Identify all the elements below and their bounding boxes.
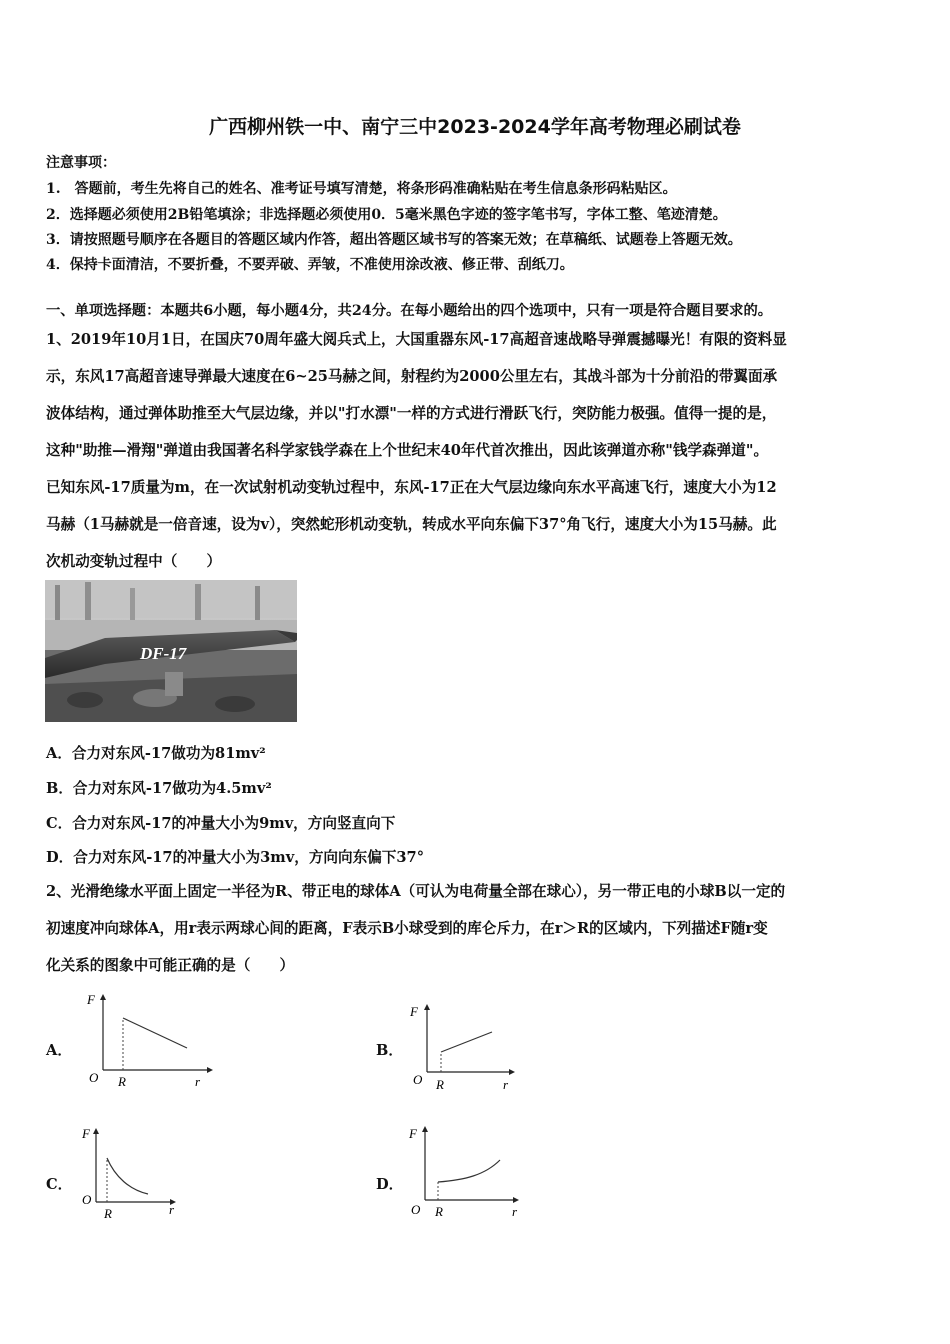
notice-item-3: 3．请按照题号顺序在各题目的答题区域内作答，超出答题区域书写的答案无效；在草稿纸、试题卷上答题无效。 [46,232,742,248]
graph-axis-label: r [169,1202,175,1217]
graph-d-label: D． [376,1176,404,1193]
q1-option-c: C．合力对东风-17的冲量大小为9mv，方向竖直向下 [46,815,396,832]
graph-axis-label: O [413,1072,423,1087]
graph-c-label: C． [46,1176,73,1193]
graph-a [85,990,215,1090]
notice-item-2: 2．选择题必须使用2B铅笔填涂；非选择题必须使用0．5毫米黑色字迹的签字笔书写，字体工整、笔迹清楚。 [46,207,727,223]
q1-line-5: 已知东风-17质量为m，在一次试射机动变轨过程中，东风-17正在大气层边缘向东水平高速飞行，速度大小为12 [46,479,777,496]
photo-label: DF-17 [140,644,187,663]
notice-item-1: 1. 答题前，考生先将自己的姓名、准考证号填写清楚，将条形码准确粘贴在考生信息条形码粘贴区。 [46,181,677,197]
notice-heading: 注意事项： [46,155,116,171]
graph-d [405,1120,530,1220]
q1-option-b: B．合力对东风-17做功为4.5mv² [46,780,272,797]
graph-axis-label: r [503,1077,509,1092]
q2-line-3: 化关系的图象中可能正确的是（ ） [46,957,295,974]
q1-option-a: A．合力对东风-17做功为81mv² [46,745,266,762]
section-one-heading: 一、单项选择题：本题共6小题，每小题4分，共24分。在每小题给出的四个选项中，只有一项是符合题目要求的。 [46,303,773,319]
q1-line-1: 1、2019年10月1日，在国庆70周年盛大阅兵式上，大国重器东风-17高超音速战略导弹震撼曝光！有限的资料显 [46,331,787,348]
page-title: 广西柳州铁一中、南宁三中2023-2024学年高考物理必刷试卷 [209,116,741,138]
q1-line-3: 波体结构，通过弹体助推至大气层边缘，并以"打水漂"一样的方式进行滑跃飞行，突防能力极强。值得一提的是， [46,405,777,422]
graph-axis-label: R [436,1077,444,1092]
graph-axis-label: R [104,1206,112,1221]
graph-axis-label: F [87,992,95,1007]
graph-axis-label: O [89,1070,99,1085]
q2-line-2: 初速度冲向球体A，用r表示两球心间的距离，F表示B小球受到的库仑斥力，在r＞R的区域内，下列描述F随r变 [46,920,768,937]
graph-axis-label: F [82,1126,90,1141]
q1-line-7: 次机动变轨过程中（ ） [46,553,222,570]
notice-item-4: 4．保持卡面清洁，不要折叠，不要弄破、弄皱，不准使用涂改液、修正带、刮纸刀。 [46,257,574,273]
q1-line-4: 这种"助推—滑翔"弹道由我国著名科学家钱学森在上个世纪末40年代首次推出，因此该弹道亦称"钱学森弹道"。 [46,442,769,459]
graph-axis-label: F [410,1004,418,1019]
graph-axis-label: r [195,1074,201,1089]
q1-line-6: 马赫（1马赫就是一倍音速，设为v），突然蛇形机动变轨，转成水平向东偏下37°角飞行，速度大小为15马赫。此 [46,516,777,533]
graph-axis-label: R [118,1074,126,1089]
graph-b [407,1000,522,1095]
graph-c [80,1122,190,1222]
graph-a-label: A． [46,1042,72,1059]
q2-line-1: 2、光滑绝缘水平面上固定一半径为R、带正电的球体A（可认为电荷量全部在球心），另一带正电的小球B以一定的 [46,883,786,900]
graph-axis-label: O [82,1192,92,1207]
q1-line-2: 示，东风17高超音速导弹最大速度在6~25马赫之间，射程约为2000公里左右，其战斗部为十分前沿的带翼面承 [46,368,778,385]
graph-b-label: B． [376,1042,403,1059]
graph-axis-label: R [435,1204,443,1219]
df17-missile-photo [45,580,297,722]
graph-axis-label: F [409,1126,417,1141]
q1-option-d: D．合力对东风-17的冲量大小为3mv，方向向东偏下37° [46,849,424,866]
graph-axis-label: O [411,1202,421,1217]
graph-axis-label: r [512,1204,518,1219]
